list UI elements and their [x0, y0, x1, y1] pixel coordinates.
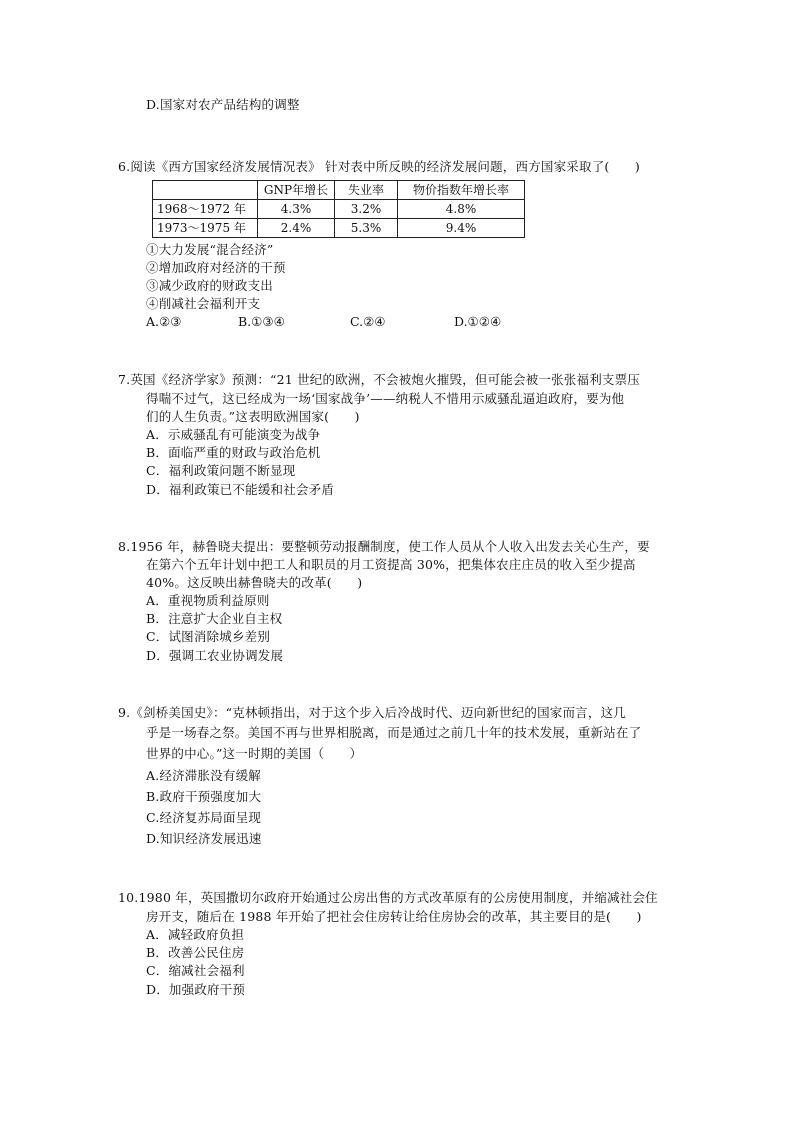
question-7-option-a: A．示威骚乱有可能演变为战争: [146, 427, 321, 442]
economic-data-table: [152, 180, 525, 238]
question-10-option-b: B．改善公民住房: [146, 945, 245, 960]
question-7-stem-line-3: 们的人生负责。”这表明欧洲国家( ): [146, 409, 360, 424]
question-7-stem-line-2: 得喘不过气，这已经成为一场‘国家战争’——纳税人不惜用示威骚乱逼迫政府，要为他: [146, 391, 625, 406]
table-cell: 3.2%: [335, 200, 398, 219]
question-6-option-a: A.②③: [146, 314, 182, 329]
question-8-option-d: D．强调工农业协调发展: [146, 648, 284, 663]
question-10-stem-line-1: 10.1980 年，英国撒切尔政府开始通过公房出售的方式改革原有的公房使用制度，并缩减社会住: [118, 890, 658, 905]
table-header-row: [153, 181, 525, 200]
question-6-item-2: ②增加政府对经济的干预: [146, 260, 286, 275]
question-9-option-d: D.知识经济发展迅速: [146, 831, 262, 846]
question-10-stem-line-2: 房开支，随后在 1988 年开始了把社会住房转让给住房协会的改革，其主要目的是( ): [146, 909, 642, 924]
table-cell: 4.3%: [258, 200, 335, 219]
table-cell: 1973～1975 年: [153, 219, 258, 238]
question-8-stem-line-1: 8.1956 年，赫鲁晓夫提出：要整顿劳动报酬制度，使工作人员从个人收入出发去关心生产，要: [118, 539, 650, 554]
question-8-option-b: B．注意扩大企业自主权: [146, 611, 283, 626]
question-9-option-a: A.经济滞胀没有缓解: [146, 768, 262, 783]
question-6-stem: 6.阅读《西方国家经济发展情况表》 针对表中所反映的经济发展问题，西方国家采取了( ): [118, 159, 640, 174]
table-header-cell: 物价指数年增长率: [398, 181, 525, 200]
question-10-option-c: C．缩减社会福利: [146, 963, 245, 978]
table-cell: 5.3%: [335, 219, 398, 238]
table-row: [153, 219, 525, 238]
table-cell: 2.4%: [258, 219, 335, 238]
question-8-stem-line-2: 在第六个五年计划中把工人和职员的月工资提高 30%，把集体农庄庄员的收入至少提高: [146, 557, 636, 572]
table-header-cell: GNP年增长: [258, 181, 335, 200]
question-10-option-a: A．减轻政府负担: [146, 927, 245, 942]
prev-question-option-d: D.国家对农产品结构的调整: [146, 97, 300, 112]
question-9-stem-line-1: 9.《剑桥美国史》：“克林顿指出，对于这个步入后冷战时代、迈向新世纪的国家而言，这几: [118, 705, 626, 720]
question-7-option-d: D．福利政策已不能缓和社会矛盾: [146, 482, 335, 497]
question-6-options: [146, 313, 566, 331]
table-row: [153, 200, 525, 219]
question-6-item-1: ①大力发展“混合经济”: [146, 242, 274, 257]
table-header-cell: 失业率: [335, 181, 398, 200]
question-6-item-4: ④削减社会福利开支: [146, 296, 261, 311]
question-8-option-a: A．重视物质利益原则: [146, 593, 270, 608]
question-10-option-d: D．加强政府干预: [146, 982, 246, 997]
question-9-stem-line-3: 世界的中心。”这一时期的美国（ ）: [146, 746, 363, 761]
question-9-option-b: B.政府干预强度加大: [146, 789, 262, 804]
question-9-option-c: C.经济复苏局面呈现: [146, 810, 262, 825]
question-8-option-c: C．试图消除城乡差别: [146, 629, 271, 644]
question-9-stem-line-2: 乎是一场春之祭。美国不再与世界相脱离，而是通过之前几十年的技术发展，重新站在了: [146, 725, 642, 740]
question-7-stem-line-1: 7.英国《经济学家》预测：“21 世纪的欧洲，不会被炮火摧毁，但可能会被一张张福利支票压: [118, 372, 640, 387]
table-cell: 9.4%: [398, 219, 525, 238]
table-cell: 4.8%: [398, 200, 525, 219]
table-cell: 1968～1972 年: [153, 200, 258, 219]
question-6-item-3: ③减少政府的财政支出: [146, 278, 274, 293]
question-7-option-c: C．福利政策问题不断显现: [146, 463, 296, 478]
question-6-option-c: C.②④: [350, 314, 386, 329]
question-6-option-d: D.①②④: [454, 314, 502, 329]
question-6-option-b: B.①③④: [238, 314, 285, 329]
question-8-stem-line-3: 40%。这反映出赫鲁晓夫的改革( ): [146, 575, 363, 590]
question-7-option-b: B．面临严重的财政与政治危机: [146, 445, 321, 460]
table-header-cell: [153, 181, 258, 200]
